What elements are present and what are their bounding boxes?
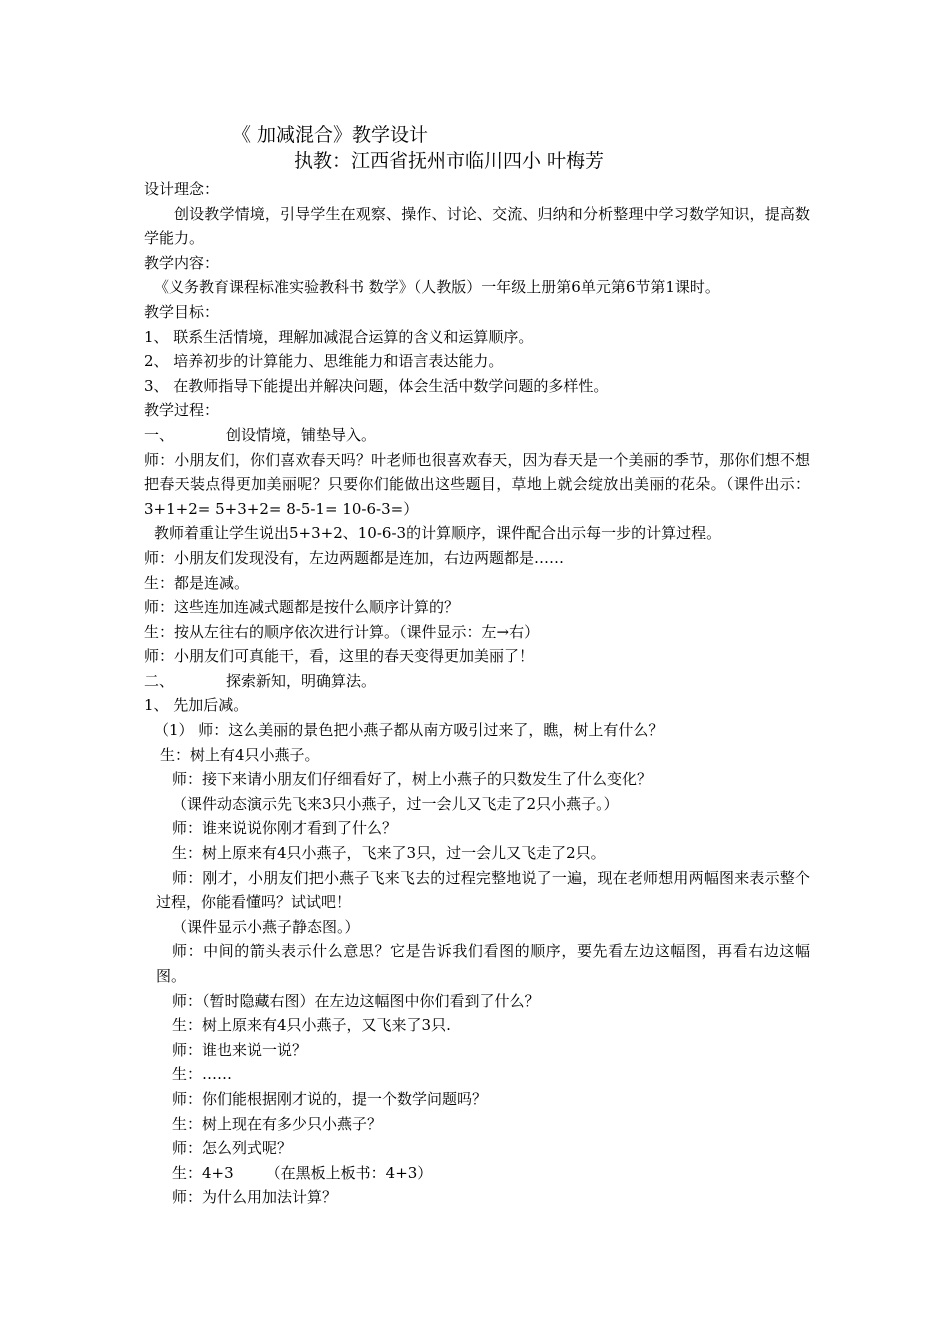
- list-item: 1、 联系生活情境，理解加减混合运算的含义和运算顺序。: [144, 327, 534, 346]
- step-number: 二、: [144, 671, 175, 690]
- dialogue-line: （1） 师：这么美丽的景色把小燕子都从南方吸引过来了，瞧，树上有什么？: [154, 721, 664, 740]
- dialogue-line: 师：刚才，小朋友们把小燕子飞来飞去的过程完整地说了一遍，现在老师想用两幅图来表示整个过程，你能看懂吗？试试吧！: [156, 868, 810, 912]
- dialogue-line: 师：谁也来说一说？: [172, 1040, 308, 1059]
- paragraph: 创设教学情境，引导学生在观察、操作、讨论、交流、归纳和分析整理中学习数学知识，提高数学能力。: [144, 204, 810, 248]
- dialogue-line: （课件显示小燕子静态图。）: [172, 917, 360, 936]
- dialogue-line: 师：（暂时隐藏右图）在左边这幅图中你们看到了什么？: [172, 991, 540, 1010]
- document-title: 《 加减混合》教学设计: [232, 124, 429, 146]
- dialogue-line: 师：中间的箭头表示什么意思？它是告诉我们看图的顺序，要先看左边这幅图，再看右边这幅图。: [156, 942, 810, 985]
- step-heading: [144, 423, 810, 448]
- step-title: 探索新知，明确算法。: [226, 671, 377, 690]
- dialogue-line: 师：怎么列式呢？: [172, 1139, 293, 1158]
- paragraph: 教师着重让学生说出5+3+2、10-6-3的计算顺序，课件配合出示每一步的计算过程。: [154, 524, 722, 543]
- paragraph: 《义务教育课程标准实验教科书 数学》（人教版）一年级上册第6单元第6节第1课时。: [154, 278, 720, 297]
- paragraph: 师：小朋友们，你们喜欢春天吗？叶老师也很喜欢春天，因为春天是一个美丽的季节，那你们想不想把春天装点得更加美丽呢？只要你们能做出这些题目，草地上就会绽放出美丽的花朵。（课件出示：3+1+2= 5+3+2= 8-5-1= 10-6-3=）: [144, 450, 810, 518]
- dialogue-line: 师：接下来请小朋友们仔细看好了，树上小燕子的只数发生了什么变化？: [172, 770, 653, 789]
- dialogue-line: 生：按从左往右的顺序依次进行计算。（课件显示：左→右）: [144, 622, 540, 641]
- list-item: 1、 先加后减。: [144, 696, 249, 715]
- section-heading: 教学过程：: [144, 401, 220, 420]
- section-heading: 教学目标：: [144, 302, 220, 321]
- dialogue-line: 生：树上现在有多少只小燕子？: [172, 1114, 383, 1133]
- step-number: 一、: [144, 425, 175, 444]
- dialogue-line: [144, 1161, 810, 1186]
- dialogue-line: （课件动态演示先飞来3只小燕子，过一会儿又飞走了2只小燕子。）: [172, 794, 619, 813]
- dialogue-line: 生：都是连减。: [144, 573, 250, 592]
- dialogue-line: 师：小朋友们可真能干，看，这里的春天变得更加美丽了！: [144, 647, 535, 666]
- answer-text: 生：4+3: [172, 1163, 234, 1182]
- step-title: 创设情境，铺垫导入。: [226, 425, 377, 444]
- list-item: 3、 在教师指导下能提出并解决问题，体会生活中数学问题的多样性。: [144, 376, 609, 395]
- blackboard-note: （在黑板上板书：4+3）: [265, 1163, 433, 1182]
- dialogue-line: 师：你们能根据刚才说的，提一个数学问题吗？: [172, 1089, 488, 1108]
- dialogue-line: 生：树上有4只小燕子。: [160, 745, 320, 764]
- dialogue-line: 师：谁来说说你刚才看到了什么？: [172, 819, 398, 838]
- dialogue-line: 师：为什么用加法计算？: [172, 1188, 338, 1207]
- document-author: 执教：江西省抚州市临川四小 叶梅芳: [294, 150, 605, 172]
- list-item: 2、 培养初步的计算能力、思维能力和语言表达能力。: [144, 352, 504, 371]
- dialogue-line: 生：树上原来有4只小燕子，飞来了3只，过一会儿又飞走了2只。: [172, 844, 606, 863]
- step-heading: [144, 669, 810, 694]
- dialogue-line: 师：这些连加连减式题都是按什么顺序计算的？: [144, 598, 460, 617]
- dialogue-line: 生：树上原来有4只小燕子，又飞来了3只.: [172, 1016, 451, 1035]
- section-heading: 设计理念：: [144, 180, 220, 198]
- document-page: [144, 122, 810, 1210]
- dialogue-line: 生：……: [172, 1065, 233, 1084]
- section-heading: 教学内容：: [144, 253, 220, 272]
- dialogue-line: 师：小朋友们发现没有，左边两题都是连加，右边两题都是……: [144, 548, 565, 567]
